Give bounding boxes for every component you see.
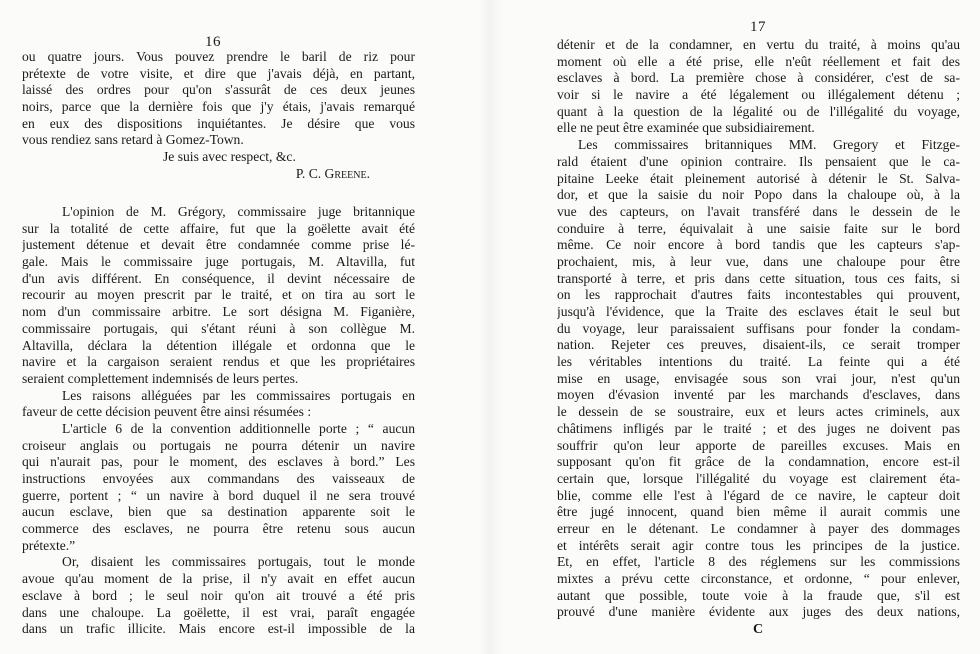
left-page [22,0,415,654]
letter-ending [22,49,415,183]
text-line: avoue qu'au moment de la prise, il n'y avait en effet aucun [22,571,415,587]
text-line: Les raisons alléguées par les commissaires portugais en [62,387,415,403]
text-line: d'un avis différent. En conséquence, il devint nécessaire de [22,270,415,286]
text-line: les véritables intentions du traité. La feinte qui a été [557,354,960,370]
text-line: dans un trafic illicite. Mais encore est-il impossible de la [22,621,415,637]
text-line: blie, comme elle l'est à l'égard de ce navire, le capteur doit [557,487,960,503]
text-line: détenir et de la condamner, en vertu du traité, à moins qu'au [557,37,960,52]
text-line: navire et la cargaison seraient rendus et que les propriétaires [22,354,415,370]
right-page [557,0,960,654]
paragraph [22,421,415,555]
left-page-body [22,204,415,638]
text-line: mise en usage, envisagée sous son vrai jour, n'est qu'un [557,370,960,386]
text-line: conduire à terre, équivalait à une saisie faite sur le bord [557,220,960,236]
text-line: moment où elle a été prise, elle n'eût réellement et fait des [557,53,960,69]
text-line: instructions envoyées aux commandans des vaisseaux de [22,471,415,486]
text-line: nom d'un commissaire arbitre. Le sort désigna M. Figanière, [22,304,415,320]
text-line: qui n'aurait pas, pour le moment, des esclaves à bord.” Les [22,454,415,470]
paragraph [22,554,415,637]
text-line: gale. Mais le commissaire juge portugais, M. Altavilla, fut [22,254,415,270]
text-line: certain que, lorsque l'illégalité du voyage est clairement éta- [557,470,960,486]
text-line: seraient complettement indemnisés de leurs pertes. [22,370,299,386]
letter-closing: Je suis avec respect, &c. [163,149,296,165]
text-line: erreur en le détenant. Le condamner à payer des dommages [557,520,960,536]
paragraph [557,37,960,137]
text-line: prochaient, mis, à leur vue, dans une chaloupe pour être [557,253,960,269]
text-line: Les commissaires britanniques MM. Gregory et Fitzge- [578,137,960,153]
text-line: faveur de cette décision peuvent être ainsi résumées : [22,404,312,420]
page-number: 16 [205,34,221,50]
text-line: pitaine Leeke était pleinement autorisé à détenir le St. Salva- [557,170,960,186]
text-line: prétexte de votre visite, et dire que j'avais déjà, en partant, [22,65,415,81]
page-number: 17 [750,19,766,35]
text-line: justement détenue et devait être condamnée comme prise lé- [22,237,415,253]
text-line: jusqu'à l'évidence, que la Traite des esclaves était le seul but [557,304,960,319]
paragraph [22,388,415,421]
text-line: châtimens infligés par le traité ; et des juges ne doivent pas [557,420,960,436]
text-line: rald étaient d'une opinion contraire. Ils pensaient que le ca- [557,153,960,169]
text-line: recourir au moyen prescrit par le traité, et on tira au sort le [22,287,415,303]
text-line: laissé des ordres pour qu'on s'assurât de ces deux jeunes [22,82,415,98]
signature-mark: C [752,622,764,637]
text-line: le dessein de se soustraire, eux et leurs actes criminels, aux [557,404,960,420]
text-line: guerre, portent ; “ un navire à bord duquel il ne sera trouvé [22,487,415,503]
text-line: vous rendiez sans retard à Gomez-Town. [22,132,244,148]
text-line: vue des capteurs, on l'avait transféré dans le dessein de le [557,203,960,219]
text-line: supposant qu'on fit grâce de la condamnation, encore est-il [557,454,960,470]
text-line: L'opinion de M. Grégory, commissaire juge britannique [62,204,415,219]
text-line: esclave à bord ; le seul noir qu'on ait trouvé a été pris [22,587,415,603]
text-line: Altavilla, déclara la détention illégale et ordonna que le [22,337,415,353]
text-line: moyen d'évasion inventé par les marchands d'esclaves, dans [557,387,960,403]
text-line: mixtes a prévu cette circonstance, et ordonne, “ pour enlever, [557,571,960,586]
text-line: Et, en effet, l'article 8 des réglemens sur les commissions [557,554,960,570]
letter-signature: P. C. Greene. [295,165,370,181]
page-gutter [478,0,502,654]
paragraph [22,204,415,388]
text-line: même. Ce noir encore à bord tandis que les capteurs s'ap- [557,237,960,253]
text-line: voir si le navire a été légalement ou illégalement détenu ; [557,87,960,103]
text-line: croiseur anglais ou portugais ne pourra détenir un navire [22,437,415,453]
right-page-body [557,37,960,621]
text-line: prétexte.” [22,537,76,553]
text-line: quant à la question de la légalité ou de l'illégalité du voyage, [557,103,960,119]
text-line: prouvé d'une manière évidente aux juges des deux nations, [557,604,960,620]
text-line: être jugé innocent, quand bien même il aurait commis une [557,504,960,520]
text-line: Or, disaient les commissaires portugais, tout le monde [62,554,415,570]
text-line: commissaire portugais, qui s'étant réuni à son collègue M. [22,320,415,336]
text-line: ou quatre jours. Vous pouvez prendre le baril de riz pour [22,49,415,64]
text-line: sur la totalité de cette affaire, fut que la goëlette avait été [22,220,415,236]
text-line: elle ne peut être examinée que subsidiairement. [557,120,815,136]
text-line: commerce des esclaves, ne pourra être retenu sous aucun [22,521,415,537]
text-line: et intérêts serait agir contre tous les principes de la justice. [557,537,960,553]
paragraph [22,49,415,149]
text-line: nation. Rejeter ces preuves, disaient-ils, ce serait tromper [557,337,960,353]
paragraph [557,137,960,621]
text-line: du voyage, leur paraissaient suffisans pour fonder la condam- [557,320,960,336]
text-line: esclaves à bord. La première chose à considérer, c'est de sa- [557,70,960,86]
text-line: dans une chaloupe. La goëlette, il est vrai, paraît engagée [22,604,415,620]
text-line: autant que possible, toute voie à la fraude que, s'il est [557,587,960,603]
text-line: dor, et que la saisie du noir Popo dans la chaloupe où, à la [557,187,960,203]
text-line: transporté à terre, et pris dans cette situation, tous ces faits, si [557,270,960,286]
text-line: en eux des dispositions inquiétantes. Je désire que vous [22,115,415,131]
text-line: noirs, parce que la dernière fois que j'y étais, j'avais remarqué [22,99,415,115]
text-line: L'article 6 de la convention additionnelle porte ; “ aucun [62,420,415,436]
text-line: on les rapprochait d'autres faits incontestables qui prouvent, [557,287,960,303]
text-line: souffrir qu'on leur apporte de pareilles excuses. Mais en [557,437,960,453]
text-line: aucun esclave, bien que sa destination apparente soit le [22,504,415,520]
